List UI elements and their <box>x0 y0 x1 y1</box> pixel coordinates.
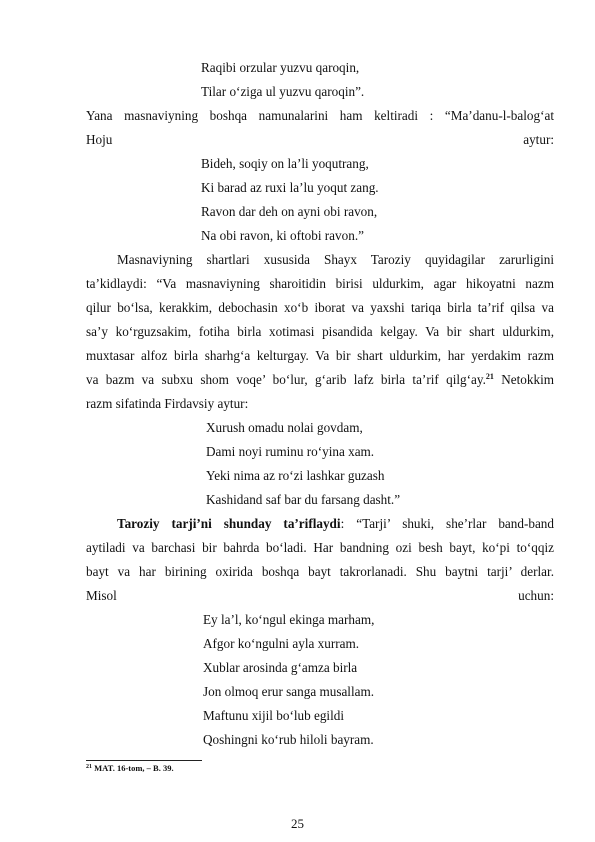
verse-line: Raqibi orzular yuzvu qaroqin, <box>201 60 360 75</box>
paragraph-line: saʼy koʻrguzsakim, fotiha birla xotimasi pisandida kelgay. Va bir shart uldurkim, <box>86 324 554 339</box>
verse-line: Yeki nima az roʻzi lashkar guzash <box>206 468 385 483</box>
paragraph-line: aytiladi va barchasi bir bahrda boʻladi. Har bandning ozi besh bayt, koʻpi toʻqqiz <box>86 540 554 555</box>
term-heading: Taroziy tarji’ni shunday ta’riflaydi <box>117 516 341 531</box>
verse-line: Jon olmoq erur sanga musallam. <box>203 684 375 699</box>
paragraph-line <box>117 515 554 532</box>
paragraph-text: va bazm va subxu shom voqe’ boʻlur, gʻarib lafz birla taʼrif qilgʻay. <box>86 372 486 387</box>
paragraph-line: qilur boʻlsa, kerakkim, debochasin xoʻb iborat va yaxshi tariqa birla taʼrif qilsa va <box>86 300 554 315</box>
verse-line: Bideh, soqiy on laʼli yoqutrang, <box>201 156 369 171</box>
footnote-divider <box>86 760 202 761</box>
paragraph-text: Netokkim <box>493 372 554 387</box>
footnote-text: MAT. 16-tom, – B. 39. <box>92 763 174 773</box>
verse-line: Ki barad az ruxi laʼlu yoqut zang. <box>201 180 379 195</box>
paragraph-line: bayt va har birining oxirida boshqa bayt takrorlanadi. Shu baytni tarji’ derlar. <box>86 564 554 579</box>
verse-line: Na obi ravon, ki oftobi ravon.” <box>201 228 364 243</box>
verse-line: Afgor koʻngulni ayla xurram. <box>203 636 360 651</box>
paragraph-line: Hoju <box>86 132 113 147</box>
footnote-reference[interactable]: 21 <box>485 372 494 381</box>
verse-line: Maftunu xijil boʻlub egildi <box>203 708 345 723</box>
paragraph-line: Misol <box>86 588 117 603</box>
paragraph-line: razm sifatinda Firdavsiy aytur: <box>86 396 249 411</box>
footnote-mark: 21 <box>86 764 92 770</box>
verse-line: Xurush omadu nolai govdam, <box>206 420 363 435</box>
page-number: 25 <box>291 816 304 831</box>
verse-line: Xublar arosinda gʻamza birla <box>203 660 358 675</box>
verse-line: Kashidand saf bar du farsang dasht.” <box>206 492 401 507</box>
paragraph-line: aytur: <box>523 132 554 147</box>
paragraph-line <box>86 371 554 388</box>
paragraph-line: uchun: <box>518 588 554 603</box>
verse-line: Ey laʼl, koʻngul ekinga marham, <box>203 612 375 627</box>
footnote <box>86 763 174 773</box>
verse-line: Qoshingni koʻrub hiloli bayram. <box>203 732 374 747</box>
paragraph-line: ta’kidlaydi: “Va masnaviyning sharoitidin birisi uldurkim, agar hikoyatni nazm <box>86 276 554 291</box>
verse-line: Ravon dar deh on ayni obi ravon, <box>201 204 378 219</box>
paragraph-text: : “Tarji’ shuki, she’rlar band-band <box>340 516 554 531</box>
paragraph-line: Yana masnaviyning boshqa namunalarini ham keltiradi : “Maʼdanu-l-balogʻat <box>86 108 554 123</box>
verse-line: Dami noyi ruminu roʻyina xam. <box>206 444 375 459</box>
verse-line: Tilar oʻziga ul yuzvu qaroqin”. <box>201 84 365 99</box>
paragraph-line: Masnaviyning shartlari xususida Shayx Taroziy quyidagilar zarurligini <box>117 252 554 267</box>
paragraph-line: muxtasar alfoz birla sharhgʻa kelturgay. Va bir shart uldurkim, har yerdakim razm <box>86 348 554 363</box>
